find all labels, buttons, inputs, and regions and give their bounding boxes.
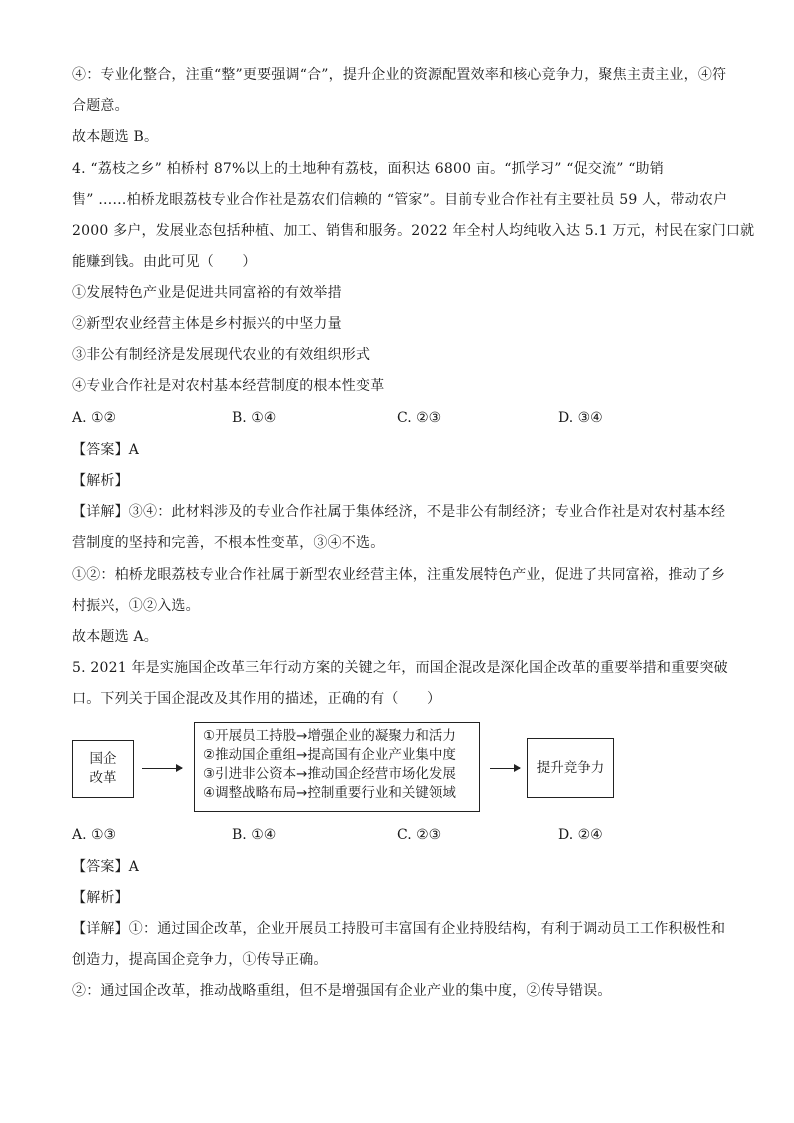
text-line: 2000 多户，发展业态包括种植、加工、销售和服务。2022 年全村人均纯收入达 5.1 万元，村民在家门口就 xyxy=(72,223,755,239)
option-b: B. ①④ xyxy=(232,410,277,426)
answer-label: 【答案】A xyxy=(72,859,140,875)
diagram-measure: ①开展员工持股→增强企业的凝聚力和活力 xyxy=(203,728,456,744)
text-line: ①②：柏桥龙眼荔枝专业合作社属于新型农业经营主体，注重发展特色产业，促进了共同富裕，推动了乡 xyxy=(72,567,726,583)
flow-diagram xyxy=(72,722,672,818)
diagram-measure: ②推动国企重组→提高国有企业产业集中度 xyxy=(203,747,456,763)
diagram-box-reform-line: 改革 xyxy=(89,770,117,786)
text-line: 售” ……柏桥龙眼荔枝专业合作社是荔农们信赖的 “管家”。目前专业合作社有主要社员 59 人，带动农户 xyxy=(72,192,728,208)
option-c: C. ②③ xyxy=(397,410,442,426)
arrow-right-icon xyxy=(490,768,520,769)
text-line: ④：专业化整合，注重“整”更要强调“合”，提升企业的资源配置效率和核心竞争力，聚焦主责主业，④符 xyxy=(72,67,727,83)
text-line: 营制度的坚持和完善，不根本性变革，③④不选。 xyxy=(72,535,385,551)
text-line: ②：通过国企改革，推动战略重组，但不是增强国有企业产业的集中度，②传导错误。 xyxy=(72,983,612,999)
option-a: A. ①② xyxy=(72,410,117,426)
question-4-stem: 4. “荔枝之乡” 柏桥村 87%以上的土地种有荔枝，面积达 6800 亩。“抓学习” “促交流” “助销 xyxy=(72,161,664,177)
statement-item: ④专业合作社是对农村基本经营制度的根本性变革 xyxy=(72,378,385,394)
text-line: 口。下列关于国企混改及其作用的描述，正确的有（ ） xyxy=(72,691,442,707)
text-line: 创造力，提高国企竞争力，①传导正确。 xyxy=(72,952,328,968)
diagram-box-reform xyxy=(72,740,134,798)
diagram-measure: ③引进非公资本→推动国企经营市场化发展 xyxy=(203,766,456,782)
option-d: D. ②④ xyxy=(558,827,603,843)
option-d: D. ③④ xyxy=(558,410,603,426)
text-line: 能赚到钱。由此可见（ ） xyxy=(72,254,257,270)
diagram-box-result: 提升竞争力 xyxy=(527,738,614,798)
statement-item: ①发展特色产业是促进共同富裕的有效举措 xyxy=(72,285,342,301)
option-b: B. ①④ xyxy=(232,827,277,843)
analysis-label: 【解析】 xyxy=(72,890,129,906)
option-c: C. ②③ xyxy=(397,827,442,843)
statement-item: ②新型农业经营主体是乡村振兴的中坚力量 xyxy=(72,316,342,332)
text-line: 合题意。 xyxy=(72,98,129,114)
diagram-box-reform-line: 国企 xyxy=(89,751,117,767)
arrow-right-icon xyxy=(142,768,182,769)
text-line: 【详解】③④：此材料涉及的专业合作社属于集体经济，不是非公有制经济；专业合作社是对农村基本经 xyxy=(72,504,726,520)
option-a: A. ①③ xyxy=(72,827,117,843)
answer-label: 【答案】A xyxy=(72,442,140,458)
statement-item: ③非公有制经济是发展现代农业的有效组织形式 xyxy=(72,347,371,363)
question-5-stem: 5. 2021 年是实施国企改革三年行动方案的关键之年，而国企混改是深化国企改革的重要举措和重要突破 xyxy=(72,660,728,676)
text-line: 故本题选 A。 xyxy=(72,629,158,645)
analysis-label: 【解析】 xyxy=(72,473,129,489)
diagram-box-measures xyxy=(194,722,480,812)
text-line: 故本题选 B。 xyxy=(72,129,159,145)
text-line: 【详解】①：通过国企改革，企业开展员工持股可丰富国有企业持股结构，有利于调动员工工作积极性和 xyxy=(72,921,726,937)
diagram-measure: ④调整战略布局→控制重要行业和关键领域 xyxy=(203,785,456,801)
text-line: 村振兴，①②入选。 xyxy=(72,598,200,614)
